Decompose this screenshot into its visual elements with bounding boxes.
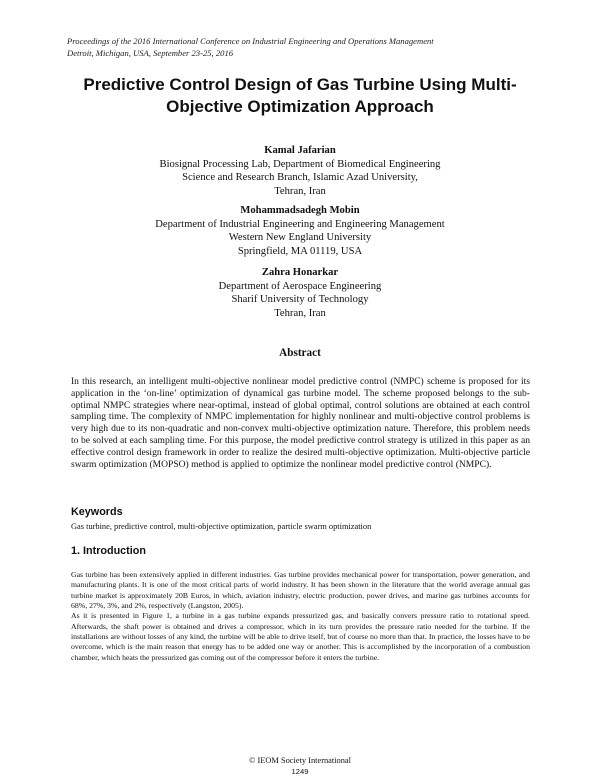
introduction-heading: 1. Introduction xyxy=(71,545,146,557)
affiliation-line: Tehran, Iran xyxy=(60,307,540,321)
author-name: Mohammadsadegh Mobin xyxy=(60,204,540,218)
affiliation-line: Department of Aerospace Engineering xyxy=(60,280,540,294)
keywords-text: Gas turbine, predictive control, multi-objective optimization, particle swarm optimization xyxy=(71,521,530,532)
copyright-notice: © IEOM Society International xyxy=(0,756,600,767)
paper-title xyxy=(60,74,540,118)
keywords-heading: Keywords xyxy=(71,506,123,518)
paragraph: Gas turbine has been extensively applied in different industries. Gas turbine provides mechanical power for transportation, power generation, and manufacturing plants. It is one of the most critical parts of world industry. It has been shown in the literature that the world average annual gas turbine market is approximately 20B Euros, in which, aviation industry, electric production, power drives, and marine gas turbines accounts for 68%, 27%, 3%, and 2%, respectively (Langston, 2005). xyxy=(71,570,530,611)
title-line-2: Objective Optimization Approach xyxy=(60,96,540,118)
author-name: Zahra Honarkar xyxy=(60,266,540,280)
affiliation-line: Springfield, MA 01119, USA xyxy=(60,245,540,259)
introduction-body xyxy=(71,570,530,663)
author-block-3 xyxy=(60,266,540,320)
affiliation-line: Western New England University xyxy=(60,231,540,245)
abstract-text: In this research, an intelligent multi-objective nonlinear model predictive control (NMPC) scheme is proposed for its application in the ‘on-line’ optimization of dynamical gas turbine model. The scheme proposed belongs to the sub-optimal NMPC strategies where near-optimal, instead of global optimal, control solutions are obtained at each control sampling time. The complexity of NMPC implementation for highly nonlinear and multi-objective control problems is very high due to its non-quadratic and non-convex multi-objective optimization nature. Therefore, this problem needs to be solved at each sampling time. For this purpose, the model predictive control strategy is utilized in this paper as an effective control design framework in order to realize the desired multi-objective optimization. Multi-objective particle swarm optimization (MOPSO) method is applied to optimize the nonlinear model predictive control (NMPC). xyxy=(71,376,530,470)
header-line-1: Proceedings of the 2016 International Conference on Industrial Engineering and Operations Management xyxy=(67,35,537,47)
proceedings-header xyxy=(67,35,537,59)
affiliation-line: Tehran, Iran xyxy=(60,185,540,199)
abstract-heading: Abstract xyxy=(60,347,540,359)
page-number: 1249 xyxy=(0,767,600,777)
title-line-1: Predictive Control Design of Gas Turbine Using Multi- xyxy=(60,74,540,96)
author-block-1 xyxy=(60,144,540,198)
page-footer xyxy=(0,756,600,777)
affiliation-line: Department of Industrial Engineering and Engineering Management xyxy=(60,218,540,232)
affiliation-line: Biosignal Processing Lab, Department of Biomedical Engineering xyxy=(60,158,540,172)
affiliation-line: Science and Research Branch, Islamic Azad University, xyxy=(60,171,540,185)
header-line-2: Detroit, Michigan, USA, September 23-25, 2016 xyxy=(67,47,537,59)
author-block-2 xyxy=(60,204,540,258)
paragraph: As it is presented in Figure 1, a turbine in a gas turbine expands pressurized gas, and basically convers pressure ratio to rotational speed. Afterwards, the shaft power is obtained and drives a compressor, which in its turn provides the pressure ratio needed for the turbine. If the installations are without losses of any kind, the turbine will be able to drive itself, but of course no more than that. In practice, the losses have to be overcome, which is the main reason that energy has to be added one way or another. This is accomplished by the incorporation of a combustion chamber, which heats the pressurized gas coming out of the compressor before it enters the turbine. xyxy=(71,611,530,663)
affiliation-line: Sharif University of Technology xyxy=(60,293,540,307)
author-name: Kamal Jafarian xyxy=(60,144,540,158)
